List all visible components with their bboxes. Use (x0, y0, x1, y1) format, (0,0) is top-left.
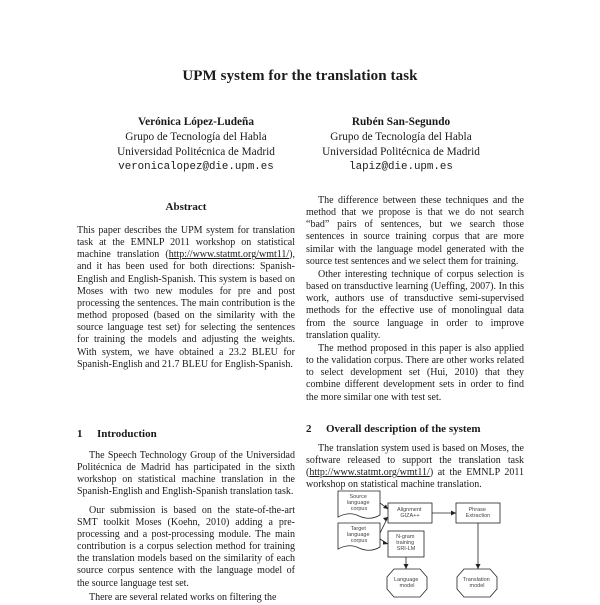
source-corpus-doc (338, 491, 380, 518)
section-number: 2 (306, 423, 312, 435)
intro-paragraph-2: Our submission is based on the state-of-the-art SMT toolkit Moses (Koehn, 2010) adding a pre-processing and a post-processing module. The main contribution is a corpus selection method for training the translation models based on the similarity of each source corpus sentence with the language model of the source language test set. (77, 504, 295, 589)
author-email: lapiz@die.upm.es (349, 161, 453, 173)
ngram-training-box (388, 531, 424, 557)
intro-paragraph-3: There are several related works on filtering the (89, 591, 277, 603)
section-title: Introduction (97, 428, 157, 440)
diagram-text: corpus (350, 506, 368, 512)
right-paragraph-1: The difference between these techniques and the method that we propose is that we do not search “bad” pairs of sentences, but we search those sentences in source training corpus that are more similar with the language model generated with the source test sentences and we select them for training. (306, 195, 524, 267)
author-block-1 (98, 115, 294, 175)
paper-title: UPM system for the translation task (182, 68, 418, 84)
diagram-text: N-gram (396, 534, 415, 540)
section-heading (306, 423, 481, 435)
author-university: Universidad Politécnica de Madrid (322, 146, 480, 158)
diagram-text: language (346, 532, 370, 538)
abstract-text: This paper describes the UPM system for translation task at the EMNLP 2011 workshop on statistical machine translation ( (77, 225, 295, 261)
author-name: Rubén San-Segundo (351, 116, 451, 128)
section2-text: The translation system used is based on Moses, the software released to support the translation task ( (306, 443, 524, 479)
abstract-body (77, 225, 295, 372)
right-paragraph-2: Other interesting technique of corpus selection is based on transductive learning (Ueffing, 2007). In this work, authors use of transductive semi-supervised methods for the effective use of monolingual data from the source language in order to improve translation quality. (306, 268, 524, 341)
phrase-extraction-box (456, 503, 500, 523)
diagram-text: Alignment (397, 507, 422, 513)
author-block-2 (303, 115, 499, 175)
section-heading (77, 428, 157, 440)
intro-paragraph-1: The Speech Technology Group of the Universidad Politécnica de Madrid has participated in the sixth workshop on statistical machine translation in the Spanish-English and English-Spanish translation task. (77, 450, 295, 498)
diagram-text: model (399, 583, 415, 589)
diagram-text: GIZA++ (400, 513, 420, 519)
section2-text-end: ) at the EMNLP 2011 workshop on statistical machine translation. (306, 467, 524, 491)
phrase-extraction-label (466, 507, 490, 519)
diagram-text: model (469, 583, 485, 589)
author-university: Universidad Politécnica de Madrid (117, 146, 275, 158)
author-name: Verónica López-Ludeña (137, 116, 254, 128)
diagram-text: Translation (462, 577, 490, 583)
ngram-training-label (396, 534, 416, 552)
diagram-text: Source (349, 494, 367, 500)
section2-paragraph (306, 443, 524, 492)
alignment-box (388, 503, 432, 523)
author-email: veronicalopez@die.upm.es (118, 161, 274, 173)
diagram-text: training (396, 540, 415, 546)
diagram-text: corpus (350, 538, 368, 544)
translation-model-octagon (457, 569, 497, 597)
author-group: Grupo de Tecnología del Habla (330, 131, 472, 143)
diagram-text: Target (350, 526, 366, 532)
abstract-heading: Abstract (165, 201, 207, 213)
diagram-text: language (346, 500, 370, 506)
diagram-text: SRI-LM (396, 546, 416, 552)
language-model-octagon (387, 569, 427, 597)
author-group: Grupo de Tecnología del Habla (125, 131, 267, 143)
introduction-body (77, 450, 295, 605)
target-corpus-doc (338, 523, 380, 550)
alignment-label (397, 507, 423, 519)
abstract-text-end: ), and it has been used for both directions: Spanish-English and English-Spanish. This system is based on Moses with two new modules for pre and post processing the sentences. The main contribution is the method proposed (based on the similarity with the source language test set) for selecting the sentences for training the models and adjusting the weights. With system, we have obtained a 23.2 BLEU for Spanish-English and 21.7 BLEU for English-Spanish. (77, 249, 295, 370)
section2-body (306, 443, 524, 493)
diagram-text: Phrase (468, 507, 486, 513)
workshop-link[interactable]: http://www.statmt.org/wmt11/ (309, 467, 430, 479)
section-number: 1 (77, 428, 83, 440)
section-title: Overall description of the system (326, 423, 481, 435)
right-paragraph-3: The method proposed in this paper is also applied to the validation corpus. There are other works related to select development set (Hui, 2010) that they combine different development sets in order to find the more similar one with test set. (306, 342, 524, 403)
diagram-text: Extraction (465, 513, 491, 519)
system-diagram (330, 489, 510, 600)
workshop-link[interactable]: http://www.statmt.org/wmt11/ (168, 249, 290, 261)
right-column-body (306, 195, 524, 405)
abstract-paragraph (77, 225, 295, 371)
diagram-text: Language (393, 577, 419, 583)
